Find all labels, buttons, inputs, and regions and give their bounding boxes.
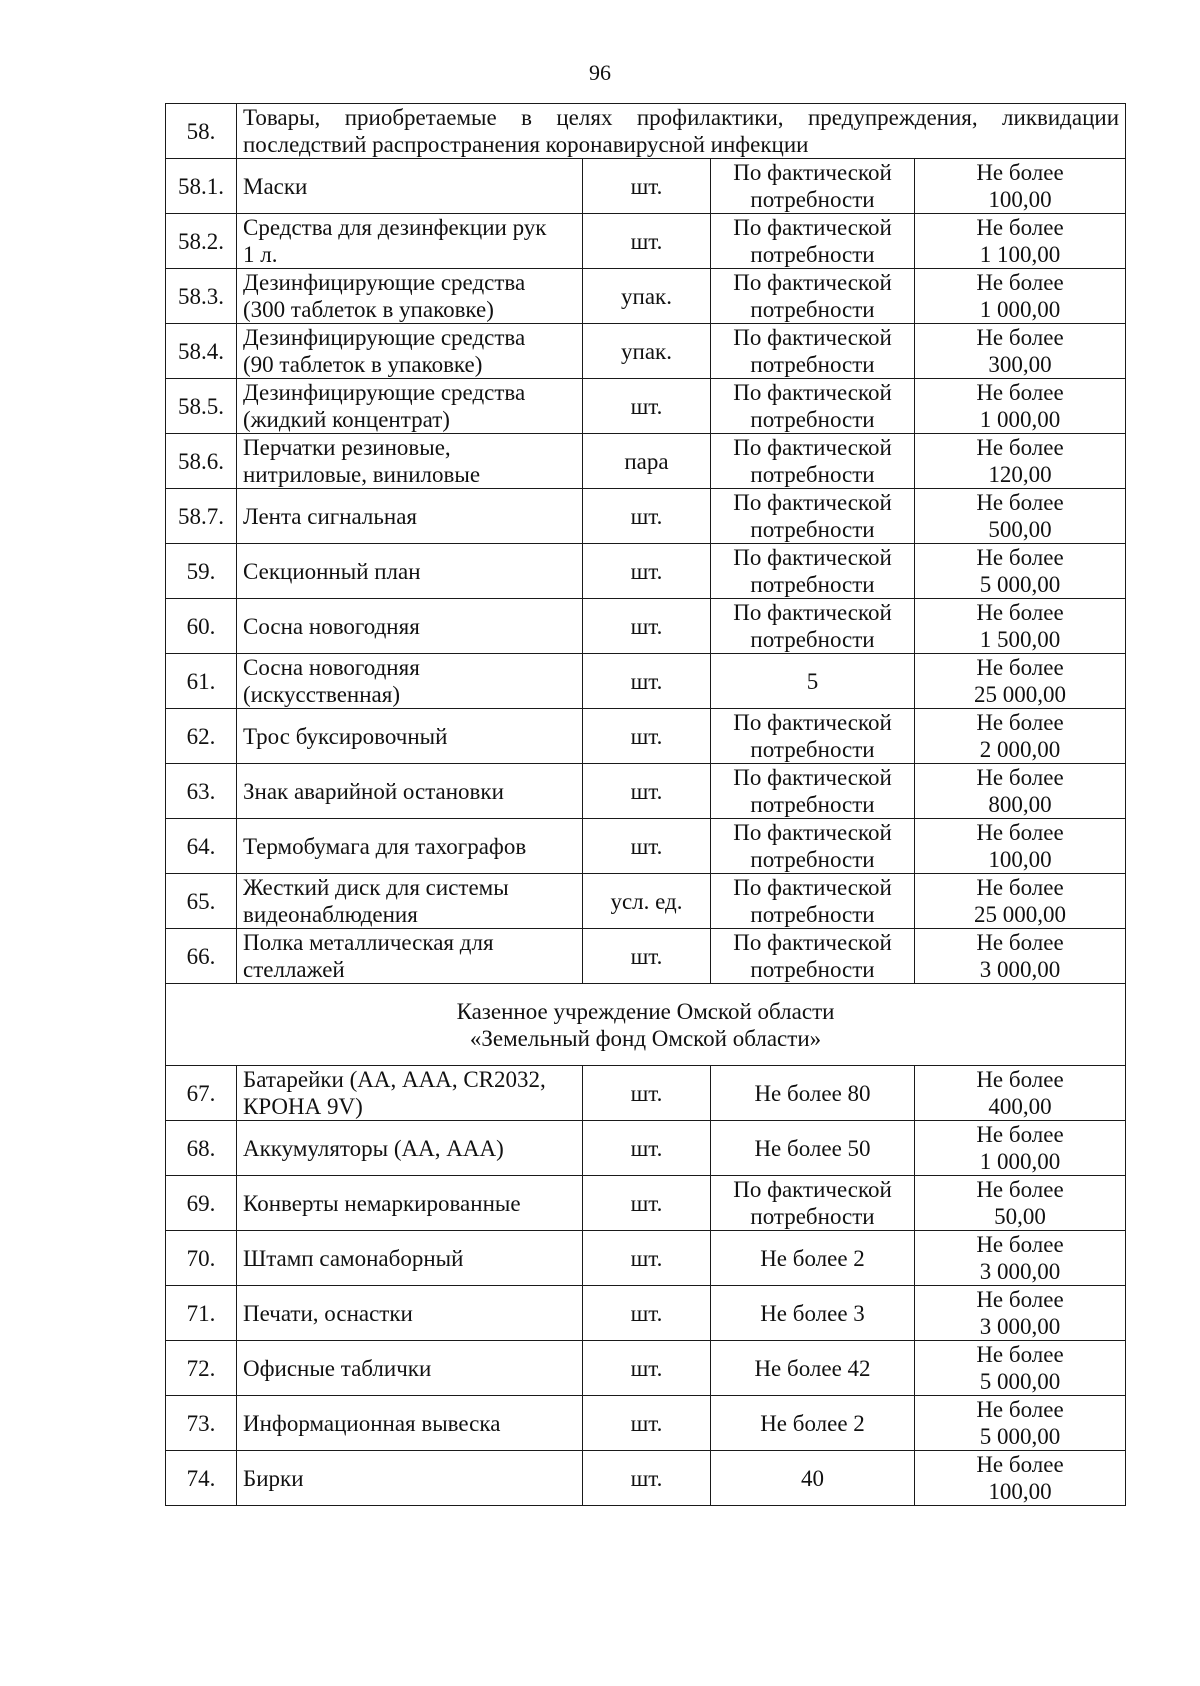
item-quantity xyxy=(711,709,915,764)
item-price-line: Не более xyxy=(976,545,1064,570)
table-row xyxy=(166,709,1126,764)
item-price-line: 25 000,00 xyxy=(974,902,1066,927)
item-unit: шт. xyxy=(583,929,711,984)
item-price-line: Не более xyxy=(976,380,1064,405)
item-name-line: Конверты немаркированные xyxy=(243,1190,521,1216)
item-quantity xyxy=(711,434,915,489)
item-price xyxy=(915,324,1126,379)
item-name-line: КРОНА 9V) xyxy=(243,1094,363,1119)
item-number: 70. xyxy=(166,1231,237,1286)
table-row xyxy=(166,269,1126,324)
item-price xyxy=(915,709,1126,764)
item-quantity-line: По фактической xyxy=(733,765,892,790)
item-price-line: 1 000,00 xyxy=(979,407,1061,432)
item-name xyxy=(237,1451,583,1506)
item-name-line: Перчатки резиновые, xyxy=(243,435,451,460)
table-row xyxy=(166,434,1126,489)
item-price-line: Не более xyxy=(976,875,1064,900)
item-price xyxy=(915,1066,1126,1121)
item-price-line: 1 500,00 xyxy=(979,627,1061,652)
item-name-line: Секционный план xyxy=(243,558,421,584)
item-unit: усл. ед. xyxy=(583,874,711,929)
item-quantity xyxy=(711,379,915,434)
item-price-line: Не более xyxy=(976,1287,1064,1312)
item-name-line: Дезинфицирующие средства xyxy=(243,380,526,405)
item-price-line: 1 000,00 xyxy=(979,297,1061,322)
item-quantity-line: По фактической xyxy=(733,600,892,625)
item-price-line: 2 000,00 xyxy=(979,737,1061,762)
item-name xyxy=(237,874,583,929)
item-unit: шт. xyxy=(583,1396,711,1451)
table-row xyxy=(166,1396,1126,1451)
table-row xyxy=(166,599,1126,654)
item-name xyxy=(237,929,583,984)
item-name-line: Печати, оснастки xyxy=(243,1300,413,1326)
item-price-line: Не более xyxy=(976,1452,1064,1477)
item-name-line: нитриловые, виниловые xyxy=(243,462,481,487)
item-quantity xyxy=(711,599,915,654)
item-price-line: Не более xyxy=(976,1342,1064,1367)
item-name xyxy=(237,159,583,214)
item-price-line: 5 000,00 xyxy=(979,1369,1061,1394)
item-name xyxy=(237,489,583,544)
item-unit: пара xyxy=(583,434,711,489)
item-quantity xyxy=(711,269,915,324)
item-name-line: (90 таблеток в упаковке) xyxy=(243,352,483,377)
item-price-line: Не более xyxy=(976,215,1064,240)
item-unit: шт. xyxy=(583,1341,711,1396)
item-price-line: 5 000,00 xyxy=(979,1424,1061,1449)
item-name-line: Информационная вывеска xyxy=(243,1410,501,1436)
item-name-line: Офисные таблички xyxy=(243,1355,432,1381)
item-unit: шт. xyxy=(583,599,711,654)
item-price-line: Не более xyxy=(976,820,1064,845)
item-unit: шт. xyxy=(583,489,711,544)
item-quantity xyxy=(711,1341,915,1396)
section-58-row xyxy=(166,104,1126,159)
item-quantity xyxy=(711,1121,915,1176)
item-number: 61. xyxy=(166,654,237,709)
item-name-line: Полка металлическая для xyxy=(243,930,494,955)
item-name-line: (искусственная) xyxy=(243,682,400,707)
item-name xyxy=(237,269,583,324)
table-row xyxy=(166,1176,1126,1231)
item-name xyxy=(237,379,583,434)
item-unit: шт. xyxy=(583,1066,711,1121)
item-name-line: Батарейки (АА, ААА, CR2032, xyxy=(243,1067,546,1092)
item-name-line: Жесткий диск для системы xyxy=(243,875,509,900)
item-number: 59. xyxy=(166,544,237,599)
item-name-line: 1 л. xyxy=(243,242,278,267)
item-price-line: 100,00 xyxy=(988,187,1052,212)
item-quantity-line: По фактической xyxy=(733,270,892,295)
item-quantity-line: По фактической xyxy=(733,710,892,735)
item-quantity xyxy=(711,1396,915,1451)
item-number: 63. xyxy=(166,764,237,819)
item-number: 58.5. xyxy=(166,379,237,434)
item-price-line: Не более xyxy=(976,1122,1064,1147)
page-number: 96 xyxy=(589,60,611,85)
item-name-line: Штамп самонаборный xyxy=(243,1245,464,1271)
table-row xyxy=(166,379,1126,434)
item-number: 65. xyxy=(166,874,237,929)
item-name xyxy=(237,764,583,819)
item-name-line: (жидкий концентрат) xyxy=(243,407,450,432)
item-quantity-line: потребности xyxy=(750,847,875,872)
item-quantity-line: потребности xyxy=(750,572,875,597)
item-unit: шт. xyxy=(583,1286,711,1341)
item-quantity xyxy=(711,929,915,984)
item-name-line: Средства для дезинфекции рук xyxy=(243,215,547,240)
item-name xyxy=(237,434,583,489)
item-number: 58.4. xyxy=(166,324,237,379)
item-quantity-line: потребности xyxy=(750,187,875,212)
table-row xyxy=(166,1231,1126,1286)
item-unit: шт. xyxy=(583,709,711,764)
item-unit: упак. xyxy=(583,324,711,379)
item-price xyxy=(915,599,1126,654)
item-quantity-line: По фактической xyxy=(733,1177,892,1202)
item-price-line: 400,00 xyxy=(988,1094,1052,1119)
item-price xyxy=(915,1451,1126,1506)
item-quantity-line: потребности xyxy=(750,1204,875,1229)
item-price-line: 100,00 xyxy=(988,847,1052,872)
item-unit: шт. xyxy=(583,379,711,434)
table-row xyxy=(166,1341,1126,1396)
item-quantity-line: потребности xyxy=(750,462,875,487)
section-58-number: 58. xyxy=(166,104,237,159)
item-price-line: 3 000,00 xyxy=(979,1314,1061,1339)
item-name-line: Бирки xyxy=(243,1465,304,1491)
item-quantity-line: Не более 2 xyxy=(760,1410,865,1436)
item-price-line: Не более xyxy=(976,325,1064,350)
item-price xyxy=(915,434,1126,489)
table-row xyxy=(166,1066,1126,1121)
item-name xyxy=(237,654,583,709)
item-unit: шт. xyxy=(583,159,711,214)
org-heading xyxy=(166,984,1126,1066)
item-name-line: Трос буксировочный xyxy=(243,723,448,749)
item-price xyxy=(915,1396,1126,1451)
item-price xyxy=(915,929,1126,984)
item-number: 64. xyxy=(166,819,237,874)
item-number: 58.7. xyxy=(166,489,237,544)
item-price xyxy=(915,379,1126,434)
table-row xyxy=(166,1121,1126,1176)
item-quantity-line: потребности xyxy=(750,242,875,267)
item-name-line: Маски xyxy=(243,173,308,199)
item-price-line: 5 000,00 xyxy=(979,572,1061,597)
table-row xyxy=(166,1286,1126,1341)
table-body-section-58 xyxy=(166,104,1126,984)
item-name-line: (300 таблеток в упаковке) xyxy=(243,297,494,322)
item-price-line: Не более xyxy=(976,1397,1064,1422)
table-row xyxy=(166,929,1126,984)
item-price xyxy=(915,489,1126,544)
item-name-line: Дезинфицирующие средства xyxy=(243,325,526,350)
item-price-line: Не более xyxy=(976,435,1064,460)
item-quantity-line: По фактической xyxy=(733,380,892,405)
item-number: 58.2. xyxy=(166,214,237,269)
item-number: 58.6. xyxy=(166,434,237,489)
item-price xyxy=(915,544,1126,599)
item-unit: упак. xyxy=(583,269,711,324)
item-quantity xyxy=(711,654,915,709)
item-price xyxy=(915,1341,1126,1396)
item-unit: шт. xyxy=(583,1451,711,1506)
item-name xyxy=(237,819,583,874)
item-price-line: Не более xyxy=(976,160,1064,185)
item-price xyxy=(915,214,1126,269)
item-price xyxy=(915,1286,1126,1341)
item-quantity xyxy=(711,1176,915,1231)
org-heading-line-1: Казенное учреждение Омской области xyxy=(456,998,835,1024)
item-quantity-line: потребности xyxy=(750,902,875,927)
item-unit: шт. xyxy=(583,214,711,269)
item-number: 58.3. xyxy=(166,269,237,324)
item-price-line: 300,00 xyxy=(988,352,1052,377)
item-number: 67. xyxy=(166,1066,237,1121)
table-row xyxy=(166,544,1126,599)
item-quantity xyxy=(711,214,915,269)
table-row xyxy=(166,874,1126,929)
item-price xyxy=(915,1176,1126,1231)
item-price-line: Не более xyxy=(976,930,1064,955)
item-price-line: 3 000,00 xyxy=(979,957,1061,982)
item-quantity xyxy=(711,324,915,379)
table-row xyxy=(166,489,1126,544)
item-number: 72. xyxy=(166,1341,237,1396)
org-heading-line-2: «Земельный фонд Омской области» xyxy=(469,1025,822,1051)
item-price xyxy=(915,819,1126,874)
item-number: 58.1. xyxy=(166,159,237,214)
item-price-line: 100,00 xyxy=(988,1479,1052,1504)
item-price-line: 1 100,00 xyxy=(979,242,1061,267)
item-quantity-line: По фактической xyxy=(733,215,892,240)
item-quantity xyxy=(711,1231,915,1286)
item-price-line: Не более xyxy=(976,1232,1064,1257)
item-quantity-line: 5 xyxy=(806,668,819,694)
item-price-line: 50,00 xyxy=(994,1204,1046,1229)
item-number: 69. xyxy=(166,1176,237,1231)
item-price-line: 25 000,00 xyxy=(974,682,1066,707)
item-quantity-line: потребности xyxy=(750,737,875,762)
item-name-line: Лента сигнальная xyxy=(243,503,417,529)
table-body-org-heading xyxy=(166,984,1126,1066)
item-number: 74. xyxy=(166,1451,237,1506)
item-price-line: 120,00 xyxy=(988,462,1052,487)
item-price-line: Не более xyxy=(976,490,1064,515)
item-price xyxy=(915,1231,1126,1286)
item-quantity-line: По фактической xyxy=(733,435,892,460)
item-name xyxy=(237,1396,583,1451)
item-quantity-line: По фактической xyxy=(733,325,892,350)
item-quantity-line: По фактической xyxy=(733,160,892,185)
item-price xyxy=(915,159,1126,214)
table-row xyxy=(166,324,1126,379)
item-quantity xyxy=(711,1286,915,1341)
item-name-line: Дезинфицирующие средства xyxy=(243,270,526,295)
table-row xyxy=(166,764,1126,819)
table-row xyxy=(166,1451,1126,1506)
item-price xyxy=(915,764,1126,819)
item-price-line: Не более xyxy=(976,600,1064,625)
item-name xyxy=(237,324,583,379)
item-quantity-line: Не более 80 xyxy=(754,1080,871,1106)
item-name-line: Сосна новогодняя xyxy=(243,613,420,639)
item-price-line: 500,00 xyxy=(988,517,1052,542)
item-price xyxy=(915,269,1126,324)
item-quantity-line: Не более 2 xyxy=(760,1245,865,1271)
item-quantity-line: Не более 42 xyxy=(754,1355,871,1381)
item-quantity-line: 40 xyxy=(801,1465,824,1491)
item-quantity-line: потребности xyxy=(750,627,875,652)
item-number: 66. xyxy=(166,929,237,984)
item-price-line: Не более xyxy=(976,655,1064,680)
item-quantity-line: потребности xyxy=(750,407,875,432)
item-price-line: 800,00 xyxy=(988,792,1052,817)
item-price-line: Не более xyxy=(976,1177,1064,1202)
item-name-line: видеонаблюдения xyxy=(243,902,418,927)
item-name xyxy=(237,544,583,599)
table-row xyxy=(166,159,1126,214)
item-quantity-line: потребности xyxy=(750,792,875,817)
item-name xyxy=(237,709,583,764)
item-quantity-line: По фактической xyxy=(733,545,892,570)
table-row xyxy=(166,819,1126,874)
item-price-line: Не более xyxy=(976,270,1064,295)
procurement-table xyxy=(165,103,1126,1506)
item-unit: шт. xyxy=(583,819,711,874)
item-price-line: 1 000,00 xyxy=(979,1149,1061,1174)
item-name xyxy=(237,1341,583,1396)
item-unit: шт. xyxy=(583,1176,711,1231)
item-quantity-line: По фактической xyxy=(733,820,892,845)
item-price-line: Не более xyxy=(976,765,1064,790)
item-unit: шт. xyxy=(583,1121,711,1176)
item-number: 68. xyxy=(166,1121,237,1176)
item-quantity xyxy=(711,874,915,929)
item-name-line: Аккумуляторы (АА, ААА) xyxy=(243,1135,504,1161)
item-quantity xyxy=(711,544,915,599)
item-name-line: Термобумага для тахографов xyxy=(243,833,527,859)
item-quantity-line: Не более 50 xyxy=(754,1135,871,1161)
item-price-line: 3 000,00 xyxy=(979,1259,1061,1284)
item-quantity-line: потребности xyxy=(750,352,875,377)
item-quantity-line: потребности xyxy=(750,517,875,542)
item-name xyxy=(237,1176,583,1231)
item-quantity xyxy=(711,819,915,874)
item-quantity-line: По фактической xyxy=(733,875,892,900)
item-quantity-line: По фактической xyxy=(733,930,892,955)
item-quantity xyxy=(711,1451,915,1506)
item-quantity-line: По фактической xyxy=(733,490,892,515)
org-heading-row xyxy=(166,984,1126,1066)
item-number: 62. xyxy=(166,709,237,764)
item-name xyxy=(237,1231,583,1286)
item-quantity-line: потребности xyxy=(750,957,875,982)
table-body-org-items xyxy=(166,1066,1126,1506)
item-quantity xyxy=(711,489,915,544)
item-quantity xyxy=(711,159,915,214)
item-unit: шт. xyxy=(583,654,711,709)
item-name xyxy=(237,1066,583,1121)
item-name-line: Знак аварийной остановки xyxy=(243,778,504,804)
item-price xyxy=(915,874,1126,929)
item-quantity xyxy=(711,1066,915,1121)
item-name xyxy=(237,599,583,654)
item-unit: шт. xyxy=(583,544,711,599)
item-name xyxy=(237,1121,583,1176)
item-name-line: Сосна новогодняя xyxy=(243,655,420,680)
table-row xyxy=(166,214,1126,269)
item-quantity xyxy=(711,764,915,819)
item-unit: шт. xyxy=(583,1231,711,1286)
item-number: 60. xyxy=(166,599,237,654)
item-number: 71. xyxy=(166,1286,237,1341)
item-name xyxy=(237,214,583,269)
item-price-line: Не более xyxy=(976,1067,1064,1092)
item-quantity-line: потребности xyxy=(750,297,875,322)
item-price xyxy=(915,654,1126,709)
item-name xyxy=(237,1286,583,1341)
item-unit: шт. xyxy=(583,764,711,819)
item-price-line: Не более xyxy=(976,710,1064,735)
item-number: 73. xyxy=(166,1396,237,1451)
item-name-line: стеллажей xyxy=(243,957,345,982)
item-price xyxy=(915,1121,1126,1176)
table-row xyxy=(166,654,1126,709)
section-58-title: Товары, приобретаемые в целях профилактики, предупреждения, ликвидации последствий распространения коронавирусной инфекции xyxy=(237,104,1126,159)
item-quantity-line: Не более 3 xyxy=(760,1300,865,1326)
